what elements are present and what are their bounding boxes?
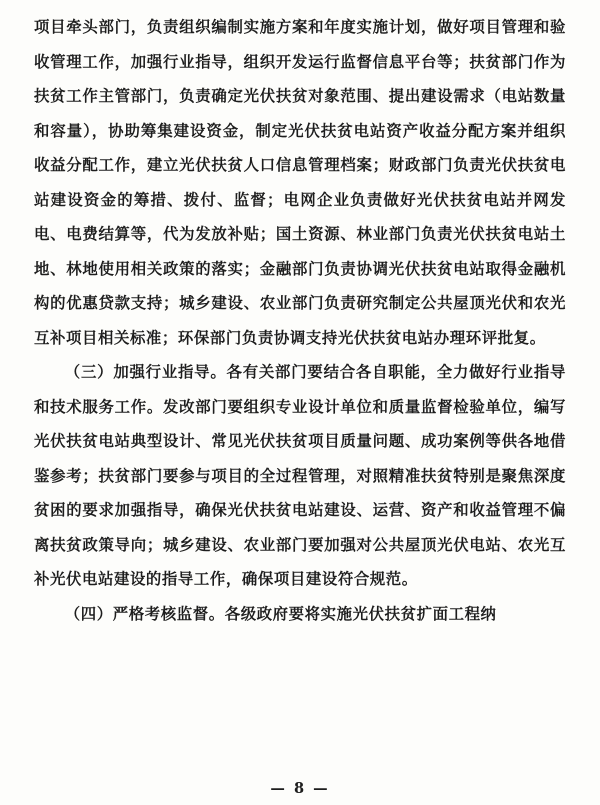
- page-footer: [0, 780, 600, 797]
- document-body: [34, 10, 566, 631]
- page-number: — 8 —: [270, 780, 330, 797]
- paragraph-continued-duties: 项目牵头部门，负责组织编制实施方案和年度实施计划，做好项目管理和验收管理工作，加强行业指导，组织开发运行监督信息平台等；扶贫部门作为扶贫工作主管部门，负责确定光伏扶贫对象范围、提出建设需求（电站数量和容量），协助筹集建设资金，制定光伏扶贫电站资产收益分配方案并组织收益分配工作，建立光伏扶贫人口信息管理档案；财政部门负责光伏扶贫电站建设资金的筹措、拨付、监督；电网企业负责做好光伏扶贫电站并网发电、电费结算等，代为发放补贴；国土资源、林业部门负责光伏扶贫电站土地、林地使用相关政策的落实；金融部门负责协调光伏扶贫电站取得金融机构的优惠贷款支持；城乡建设、农业部门负责研究制定公共屋顶光伏和农光互补项目相关标准；环保部门负责协调支持光伏扶贫电站办理环评批复。: [34, 18, 566, 347]
- paragraph-item-four: （四）严格考核监督。各级政府要将实施光伏扶贫扩面工程纳: [64, 604, 497, 623]
- paragraph-item-three: （三）加强行业指导。各有关部门要结合各自职能，全力做好行业指导和技术服务工作。发改部门要组织专业设计单位和质量监督检验单位，编写光伏扶贫电站典型设计、常见光伏扶贫项目质量问题、成功案例等供各地借鉴参考；扶贫部门要参与项目的全过程管理，对照精准扶贫特别是聚焦深度贫困的要求加强指导，确保光伏扶贫电站建设、运营、资产和收益管理不偏离扶贫政策导向；城乡建设、农业部门要加强对公共屋顶光伏电站、农光互补光伏电站建设的指导工作，确保项目建设符合规范。: [34, 363, 566, 588]
